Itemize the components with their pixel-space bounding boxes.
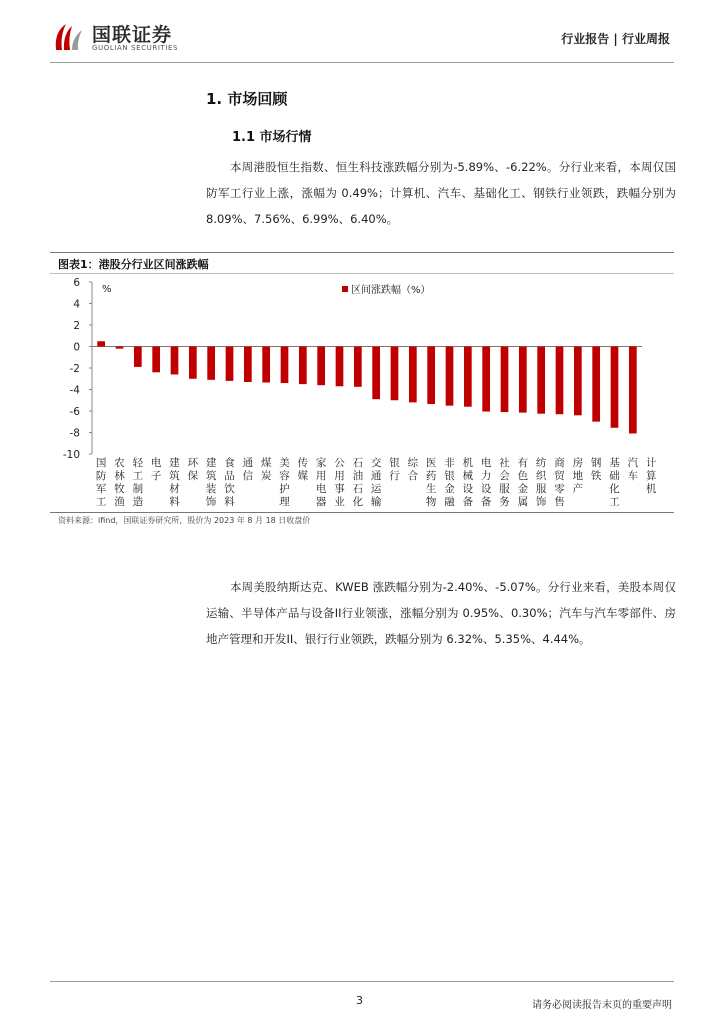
bar xyxy=(134,347,142,367)
figure-bottom-rule xyxy=(50,512,674,513)
legend-label: 区间涨跌幅（%） xyxy=(351,285,431,296)
category-label: 房地产 xyxy=(572,457,584,495)
category-label: 机械设备 xyxy=(462,457,474,508)
y-tick-label: -6 xyxy=(69,406,80,418)
category-label: 美容护理 xyxy=(279,457,290,508)
category-label: 电子 xyxy=(150,457,162,482)
company-logo xyxy=(50,18,190,58)
bar xyxy=(537,347,545,414)
bar xyxy=(244,347,252,382)
category-label: 综合 xyxy=(407,457,419,482)
bar xyxy=(116,347,124,349)
bar xyxy=(556,347,564,415)
category-label: 石油石化 xyxy=(352,457,364,508)
legend-swatch xyxy=(342,286,348,292)
bar xyxy=(409,347,417,403)
category-label: 交通运输 xyxy=(370,457,382,508)
bar xyxy=(372,347,380,400)
hk-market-text: 本周港股恒生指数、恒生科技涨跌幅分别为-5.89%、-6.22%。分行业来看，本周仅国防军工行业上涨，涨幅为 0.49%；计算机、汽车、基础化工、钢铁行业领跌，跌幅分别为 8.09%、7.56%、6.99%、6.40%。 xyxy=(206,160,676,226)
category-label: 公用事业 xyxy=(334,457,345,508)
subsection-heading: 1.1 市场行情 xyxy=(232,130,312,145)
bar xyxy=(97,341,105,346)
category-label: 医药生物 xyxy=(425,457,437,508)
us-market-paragraph xyxy=(206,574,676,652)
logo-english-name: GUOLIAN SECURITIES xyxy=(92,44,179,52)
category-label: 电力设备 xyxy=(480,457,492,508)
bar xyxy=(281,347,289,384)
figure-source: 资料来源：ifind，国联证券研究所，股价为 2023 年 8 月 18 日收盘价 xyxy=(58,516,311,525)
category-label: 通信 xyxy=(242,457,254,482)
bar xyxy=(501,347,509,413)
category-label: 社会服务 xyxy=(499,457,510,508)
bar xyxy=(354,347,362,387)
category-label: 纺织服饰 xyxy=(535,457,547,508)
bar xyxy=(336,347,344,387)
hk-industry-bar-chart xyxy=(50,274,674,512)
y-tick-label: -4 xyxy=(69,384,80,397)
category-label: 农林牧渔 xyxy=(114,457,125,508)
figure-top-rule xyxy=(50,252,674,253)
bar xyxy=(611,347,619,428)
category-label: 商贸零售 xyxy=(554,457,565,508)
y-unit-label: % xyxy=(102,284,112,295)
bar xyxy=(226,347,234,381)
bar xyxy=(464,347,472,407)
footer-divider xyxy=(50,981,674,982)
bar xyxy=(519,347,527,413)
category-label: 传媒 xyxy=(297,457,309,482)
category-label: 国防军工 xyxy=(95,457,107,508)
category-label: 钢铁 xyxy=(590,457,602,482)
bar xyxy=(482,347,490,412)
category-label: 基础化工 xyxy=(609,457,620,508)
y-tick-label: 0 xyxy=(73,341,80,354)
bar xyxy=(189,347,197,379)
category-label: 食品饮料 xyxy=(224,457,235,508)
page-header xyxy=(50,18,674,62)
hk-market-paragraph xyxy=(206,154,676,232)
figure-title: 图表1：港股分行业区间涨跌幅 xyxy=(58,258,209,271)
y-tick-label: 2 xyxy=(73,320,80,332)
category-label: 建筑材料 xyxy=(169,457,180,508)
report-type: 行业报告 | 行业周报 xyxy=(561,32,670,46)
section-heading: 1. 市场回顾 xyxy=(206,90,288,108)
bar xyxy=(207,347,215,380)
category-label: 环保 xyxy=(187,457,199,482)
y-tick-label: -2 xyxy=(69,363,80,375)
bar xyxy=(317,347,325,386)
bar xyxy=(391,347,399,401)
category-label: 计算机 xyxy=(645,457,657,495)
category-label: 汽车 xyxy=(627,457,639,482)
us-market-text: 本周美股纳斯达克、KWEB 涨跌幅分别为-2.40%、-5.07%。分行业来看，美股本周仅运输、半导体产品与设备II行业领涨，涨幅分别为 0.95%、0.30%；汽车与汽车零部件、房地产管理和开发II、银行行业领跌，跌幅分别为 6.32%、5.35%、4.44%。 xyxy=(206,580,676,646)
category-label: 非银金融 xyxy=(444,457,455,508)
category-label: 煤炭 xyxy=(260,457,272,482)
bar xyxy=(152,347,160,373)
bar xyxy=(592,347,600,422)
category-label: 轻工制造 xyxy=(132,457,144,508)
category-label: 有色金属 xyxy=(517,457,529,508)
category-label: 家用电器 xyxy=(315,457,327,508)
category-label: 银行 xyxy=(389,457,400,482)
bar xyxy=(427,347,435,405)
bar xyxy=(574,347,582,416)
logo-chinese-name: 国联证券 xyxy=(92,24,173,46)
y-tick-label: -10 xyxy=(62,449,80,461)
bar xyxy=(171,347,179,375)
logo-mark-icon xyxy=(52,20,86,54)
bar xyxy=(262,347,270,383)
y-tick-label: -8 xyxy=(69,427,80,440)
y-tick-label: 4 xyxy=(73,298,80,311)
category-label: 建筑装饰 xyxy=(205,457,217,508)
y-tick-label: 6 xyxy=(73,277,80,289)
footer-disclaimer: 请务必阅读报告末页的重要声明 xyxy=(532,1000,672,1011)
bar xyxy=(629,347,637,434)
page-number: 3 xyxy=(356,994,363,1007)
header-divider xyxy=(50,62,674,63)
bar xyxy=(299,347,307,385)
bar xyxy=(446,347,454,406)
